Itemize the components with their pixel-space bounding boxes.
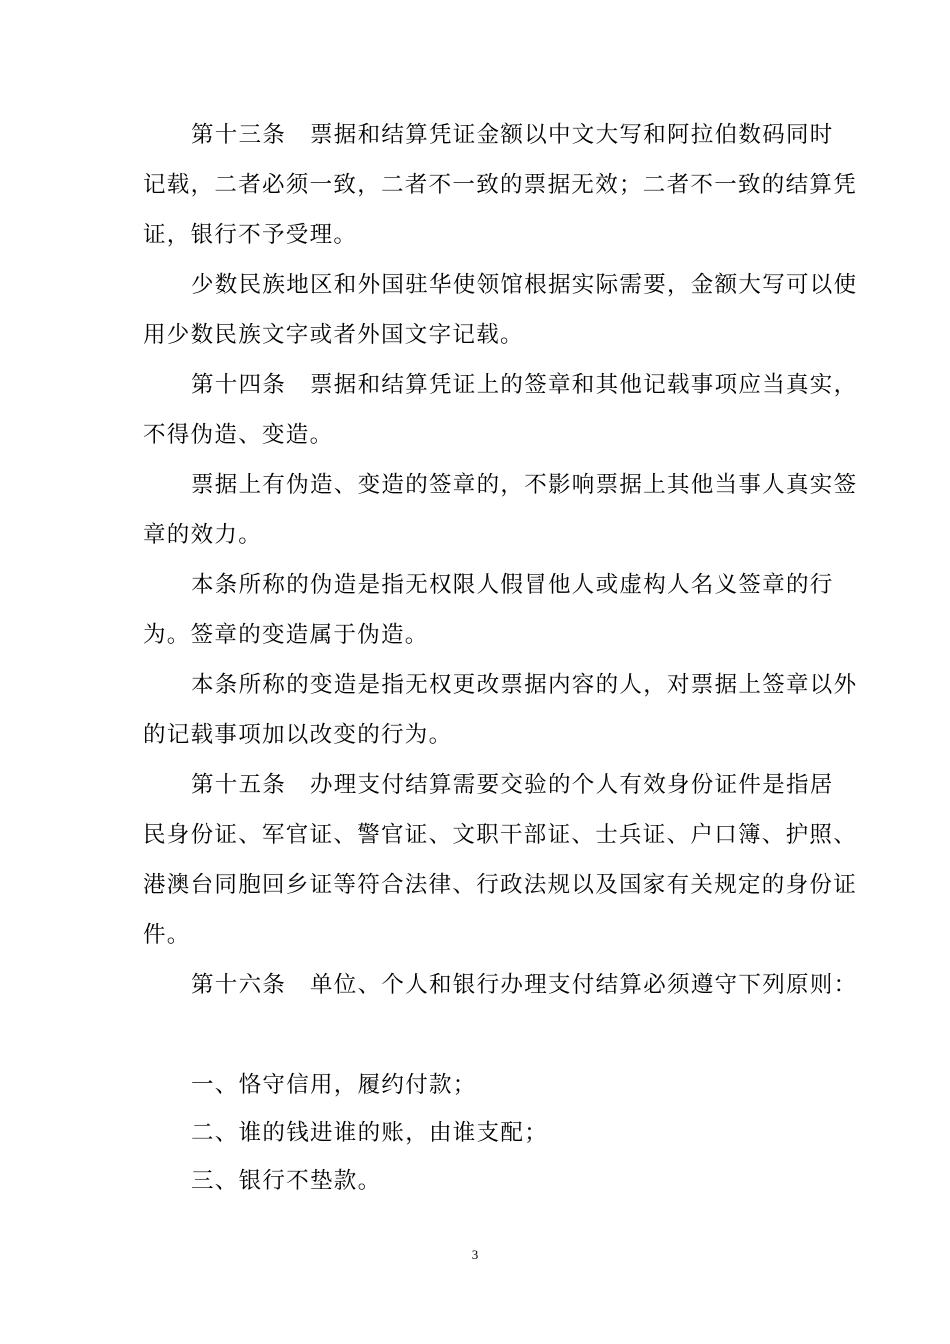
list-item: 二、谁的钱进谁的账，由谁支配； <box>191 1120 549 1146</box>
text-line: 用少数民族文字或者外国文字记载。 <box>143 322 524 348</box>
text-line: 票据上有伪造、变造的签章的，不影响票据上其他当事人真实签 <box>191 472 858 498</box>
text-line: 本条所称的伪造是指无权限人假冒他人或虚构人名义签章的行 <box>191 572 834 598</box>
text-line: 少数民族地区和外国驻华使领馆根据实际需要，金额大写可以使 <box>191 272 858 298</box>
text-line: 记载，二者必须一致，二者不一致的票据无效；二者不一致的结算凭 <box>143 172 858 198</box>
text-line: 本条所称的变造是指无权更改票据内容的人，对票据上签章以外 <box>191 672 858 698</box>
text-line: 港澳台同胞回乡证等符合法律、行政法规以及国家有关规定的身份证 <box>143 872 858 898</box>
text-line: 第十四条 票据和结算凭证上的签章和其他记载事项应当真实， <box>191 372 858 398</box>
page-number: 3 <box>471 1247 479 1262</box>
text-line: 证，银行不予受理。 <box>143 222 358 248</box>
list-item: 三、银行不垫款。 <box>191 1168 382 1194</box>
list-item: 一、恪守信用，履约付款； <box>191 1072 477 1098</box>
text-line: 不得伪造、变造。 <box>143 422 334 448</box>
text-line: 的记载事项加以改变的行为。 <box>143 722 453 748</box>
text-line: 第十六条 单位、个人和银行办理支付结算必须遵守下列原则： <box>191 972 858 998</box>
text-line: 第十五条 办理支付结算需要交验的个人有效身份证件是指居 <box>191 772 834 798</box>
text-line: 第十三条 票据和结算凭证金额以中文大写和阿拉伯数码同时 <box>191 122 834 148</box>
text-line: 件。 <box>143 922 191 948</box>
text-line: 民身份证、军官证、警官证、文职干部证、士兵证、户口簿、护照、 <box>143 822 858 848</box>
text-line: 为。签章的变造属于伪造。 <box>143 622 429 648</box>
text-line: 章的效力。 <box>143 522 263 548</box>
